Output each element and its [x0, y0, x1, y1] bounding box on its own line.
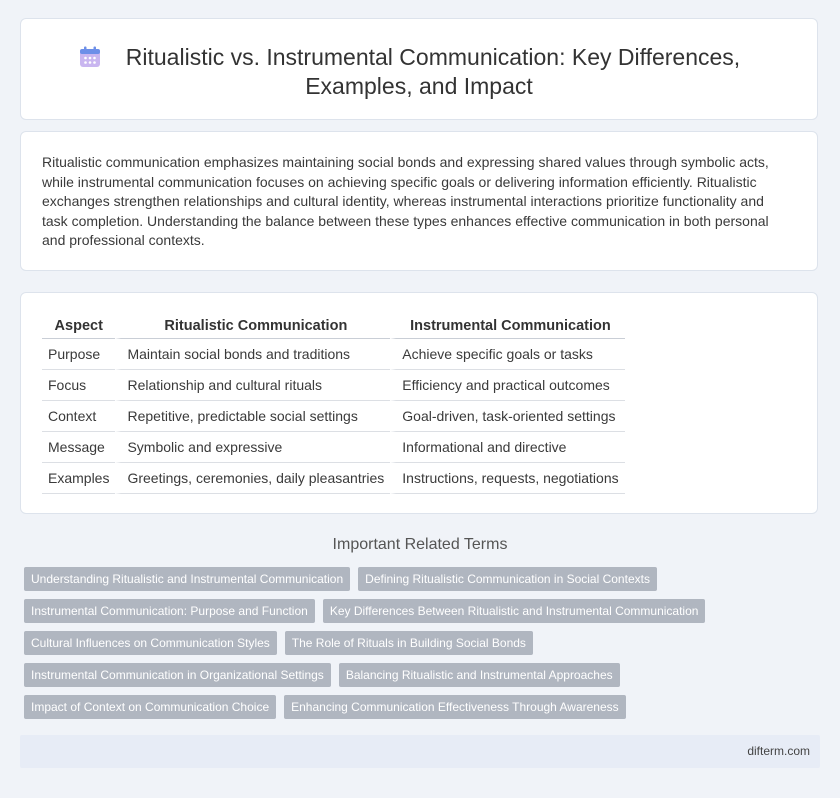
cell-aspect: Purpose	[42, 339, 115, 370]
tag-row	[24, 599, 724, 623]
header-ritualistic: Ritualistic Communication	[115, 312, 390, 339]
related-terms-heading: Important Related Terms	[332, 536, 508, 553]
cell-ritualistic: Greetings, ceremonies, daily pleasantries	[115, 463, 390, 494]
footer	[20, 735, 820, 768]
title-card	[20, 18, 818, 120]
tag-row	[24, 567, 724, 591]
table-row	[42, 370, 625, 401]
cell-instrumental: Goal-driven, task-oriented settings	[390, 401, 624, 432]
cell-aspect: Context	[42, 401, 115, 432]
cell-ritualistic: Symbolic and expressive	[115, 432, 390, 463]
related-term-link[interactable]: Balancing Ritualistic and Instrumental Approaches	[339, 663, 620, 687]
cell-ritualistic: Repetitive, predictable social settings	[115, 401, 390, 432]
table-row	[42, 432, 625, 463]
related-term-link[interactable]: Instrumental Communication in Organizational Settings	[24, 663, 331, 687]
cell-aspect: Message	[42, 432, 115, 463]
comparison-table	[42, 312, 625, 494]
page-title	[21, 43, 817, 101]
related-term-link[interactable]: Instrumental Communication: Purpose and Function	[24, 599, 315, 623]
comparison-card	[20, 292, 818, 514]
cell-aspect: Examples	[42, 463, 115, 494]
related-term-link[interactable]: Enhancing Communication Effectiveness Through Awareness	[284, 695, 626, 719]
related-terms-list	[24, 567, 724, 727]
cell-instrumental: Informational and directive	[390, 432, 624, 463]
page-title-line-2: Examples, and Impact	[305, 73, 533, 99]
cell-instrumental: Achieve specific goals or tasks	[390, 339, 624, 370]
table-row	[42, 463, 625, 494]
header-instrumental: Instrumental Communication	[390, 312, 624, 339]
tag-row	[24, 631, 724, 655]
header-aspect: Aspect	[42, 312, 115, 339]
table-header-row	[42, 312, 625, 339]
related-term-link[interactable]: The Role of Rituals in Building Social Bonds	[285, 631, 533, 655]
cell-aspect: Focus	[42, 370, 115, 401]
related-term-link[interactable]: Cultural Influences on Communication Styles	[24, 631, 277, 655]
tag-row	[24, 695, 724, 719]
related-term-link[interactable]: Defining Ritualistic Communication in Social Contexts	[358, 567, 657, 591]
cell-ritualistic: Relationship and cultural rituals	[115, 370, 390, 401]
table-row	[42, 339, 625, 370]
cell-instrumental: Efficiency and practical outcomes	[390, 370, 624, 401]
cell-instrumental: Instructions, requests, negotiations	[390, 463, 624, 494]
cell-ritualistic: Maintain social bonds and traditions	[115, 339, 390, 370]
footer-site-link[interactable]: difterm.com	[747, 744, 810, 758]
related-term-link[interactable]: Key Differences Between Ritualistic and Instrumental Communication	[323, 599, 706, 623]
table-row	[42, 401, 625, 432]
related-term-link[interactable]: Understanding Ritualistic and Instrumental Communication	[24, 567, 350, 591]
intro-paragraph: Ritualistic communication emphasizes maintaining social bonds and expressing shared values through symbolic acts, while instrumental communication focuses on achieving specific goals or delivering information efficiently. Ritualistic exchanges strengthen relationships and cultural identity, whereas instrumental interactions prioritize functionality and task completion. Understanding the balance between these types enhances effective communication in both personal and professional contexts.	[42, 154, 769, 249]
related-term-link[interactable]: Impact of Context on Communication Choice	[24, 695, 276, 719]
tag-row	[24, 663, 724, 687]
page-title-line-1: Ritualistic vs. Instrumental Communication: Key Differences,	[125, 44, 741, 70]
intro-card	[20, 131, 818, 271]
